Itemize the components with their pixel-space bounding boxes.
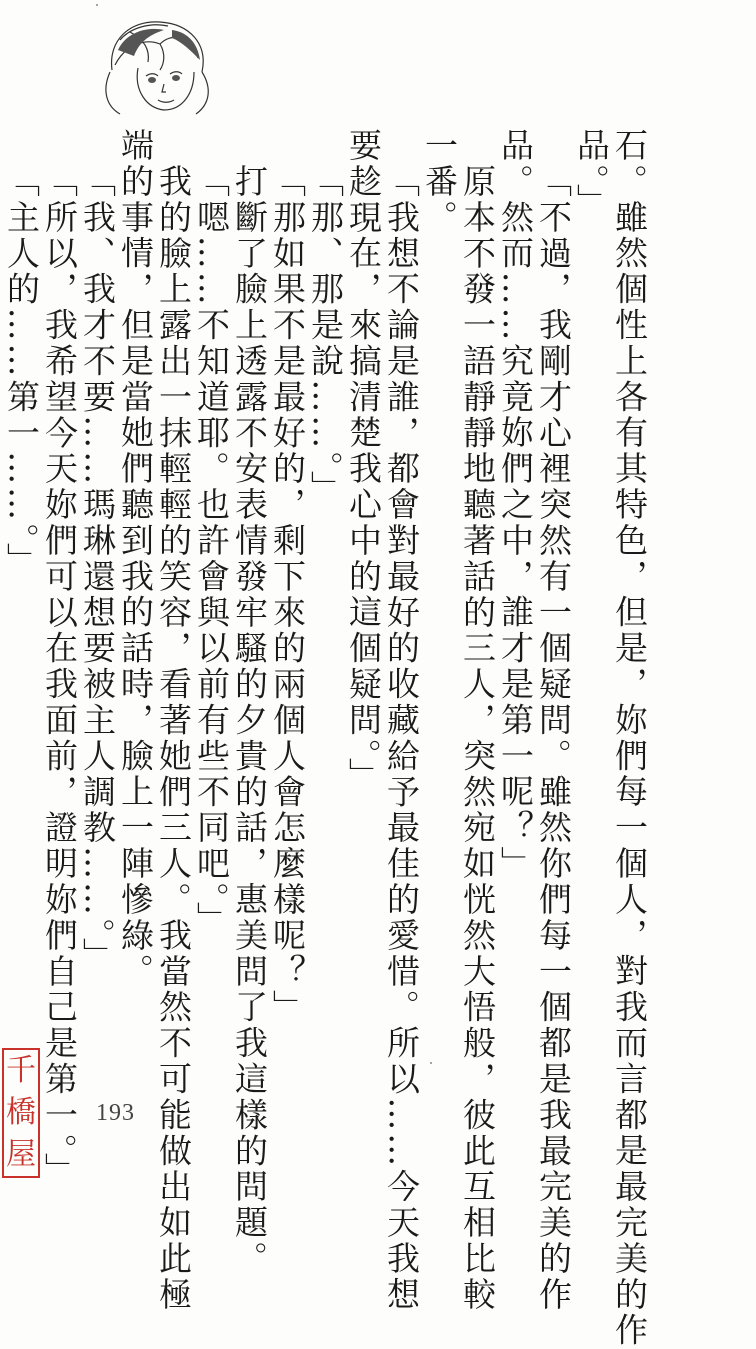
text-column-12: 「嗯……不知道耶。也許會與以前有些不同吧。」 — [192, 164, 231, 938]
seal-glyph-1: 千 — [6, 1053, 36, 1088]
text-column-3: 「不過，我剛才心裡突然有一個疑問。雖然你們每一個都是我最完美的作 — [534, 164, 573, 1313]
text-column-16: 「所以，我希望今天妳們可以在我面前，證明妳們自己是第一。」 — [40, 164, 79, 1189]
text-column-10: 「那如果不是最好的，剩下來的兩個人會怎麼樣呢？」 — [268, 164, 307, 1026]
text-column-15: 「我、我才不要……瑪琳還想要被主人調教……。」 — [78, 164, 117, 974]
text-column-8: 要趁現在，來搞清楚我心中的這個疑問。」 — [344, 128, 383, 794]
publisher-seal-stamp — [0, 1048, 44, 1182]
text-column-9: 「那、那是說……。」 — [306, 164, 345, 507]
text-column-1: 石。雖然個性上各有其特色，但是，妳們每一個人，對我而言都是最完美的作 — [610, 128, 649, 1349]
girl-portrait-icon — [90, 10, 230, 120]
text-column-11: 打斷了臉上透露不安表情發牢騷的夕貴的話，惠美問了我這樣的問題。 — [230, 164, 269, 1277]
text-column-5: 原本不發一語靜靜地聽著話的三人，突然宛如恍然大悟般，彼此互相比較 — [458, 164, 497, 1313]
seal-glyph-2: 橋 — [6, 1095, 36, 1130]
scan-speck — [96, 4, 98, 6]
text-column-2: 品。」 — [572, 128, 611, 220]
text-column-4: 品。然而……究竟妳們之中，誰才是第一呢？」 — [496, 128, 535, 882]
page-number: 193 — [96, 1100, 135, 1126]
text-column-14: 端的事情，但是當她們聽到我的話時，臉上一陣慘綠。 — [116, 128, 155, 990]
seal-glyph-3: 屋 — [6, 1137, 36, 1172]
text-column-17: 「主人的……第一……。」 — [2, 164, 41, 579]
text-column-7: 「我想不論是誰，都會對最好的收藏給予最佳的愛惜。所以……今天我想 — [382, 164, 421, 1313]
scan-speck — [430, 1062, 432, 1064]
text-column-13: 我的臉上露出一抹輕輕的笑容，看著她們三人。我當然不可能做出如此極 — [154, 164, 193, 1313]
text-column-6: 一番。 — [420, 128, 459, 236]
